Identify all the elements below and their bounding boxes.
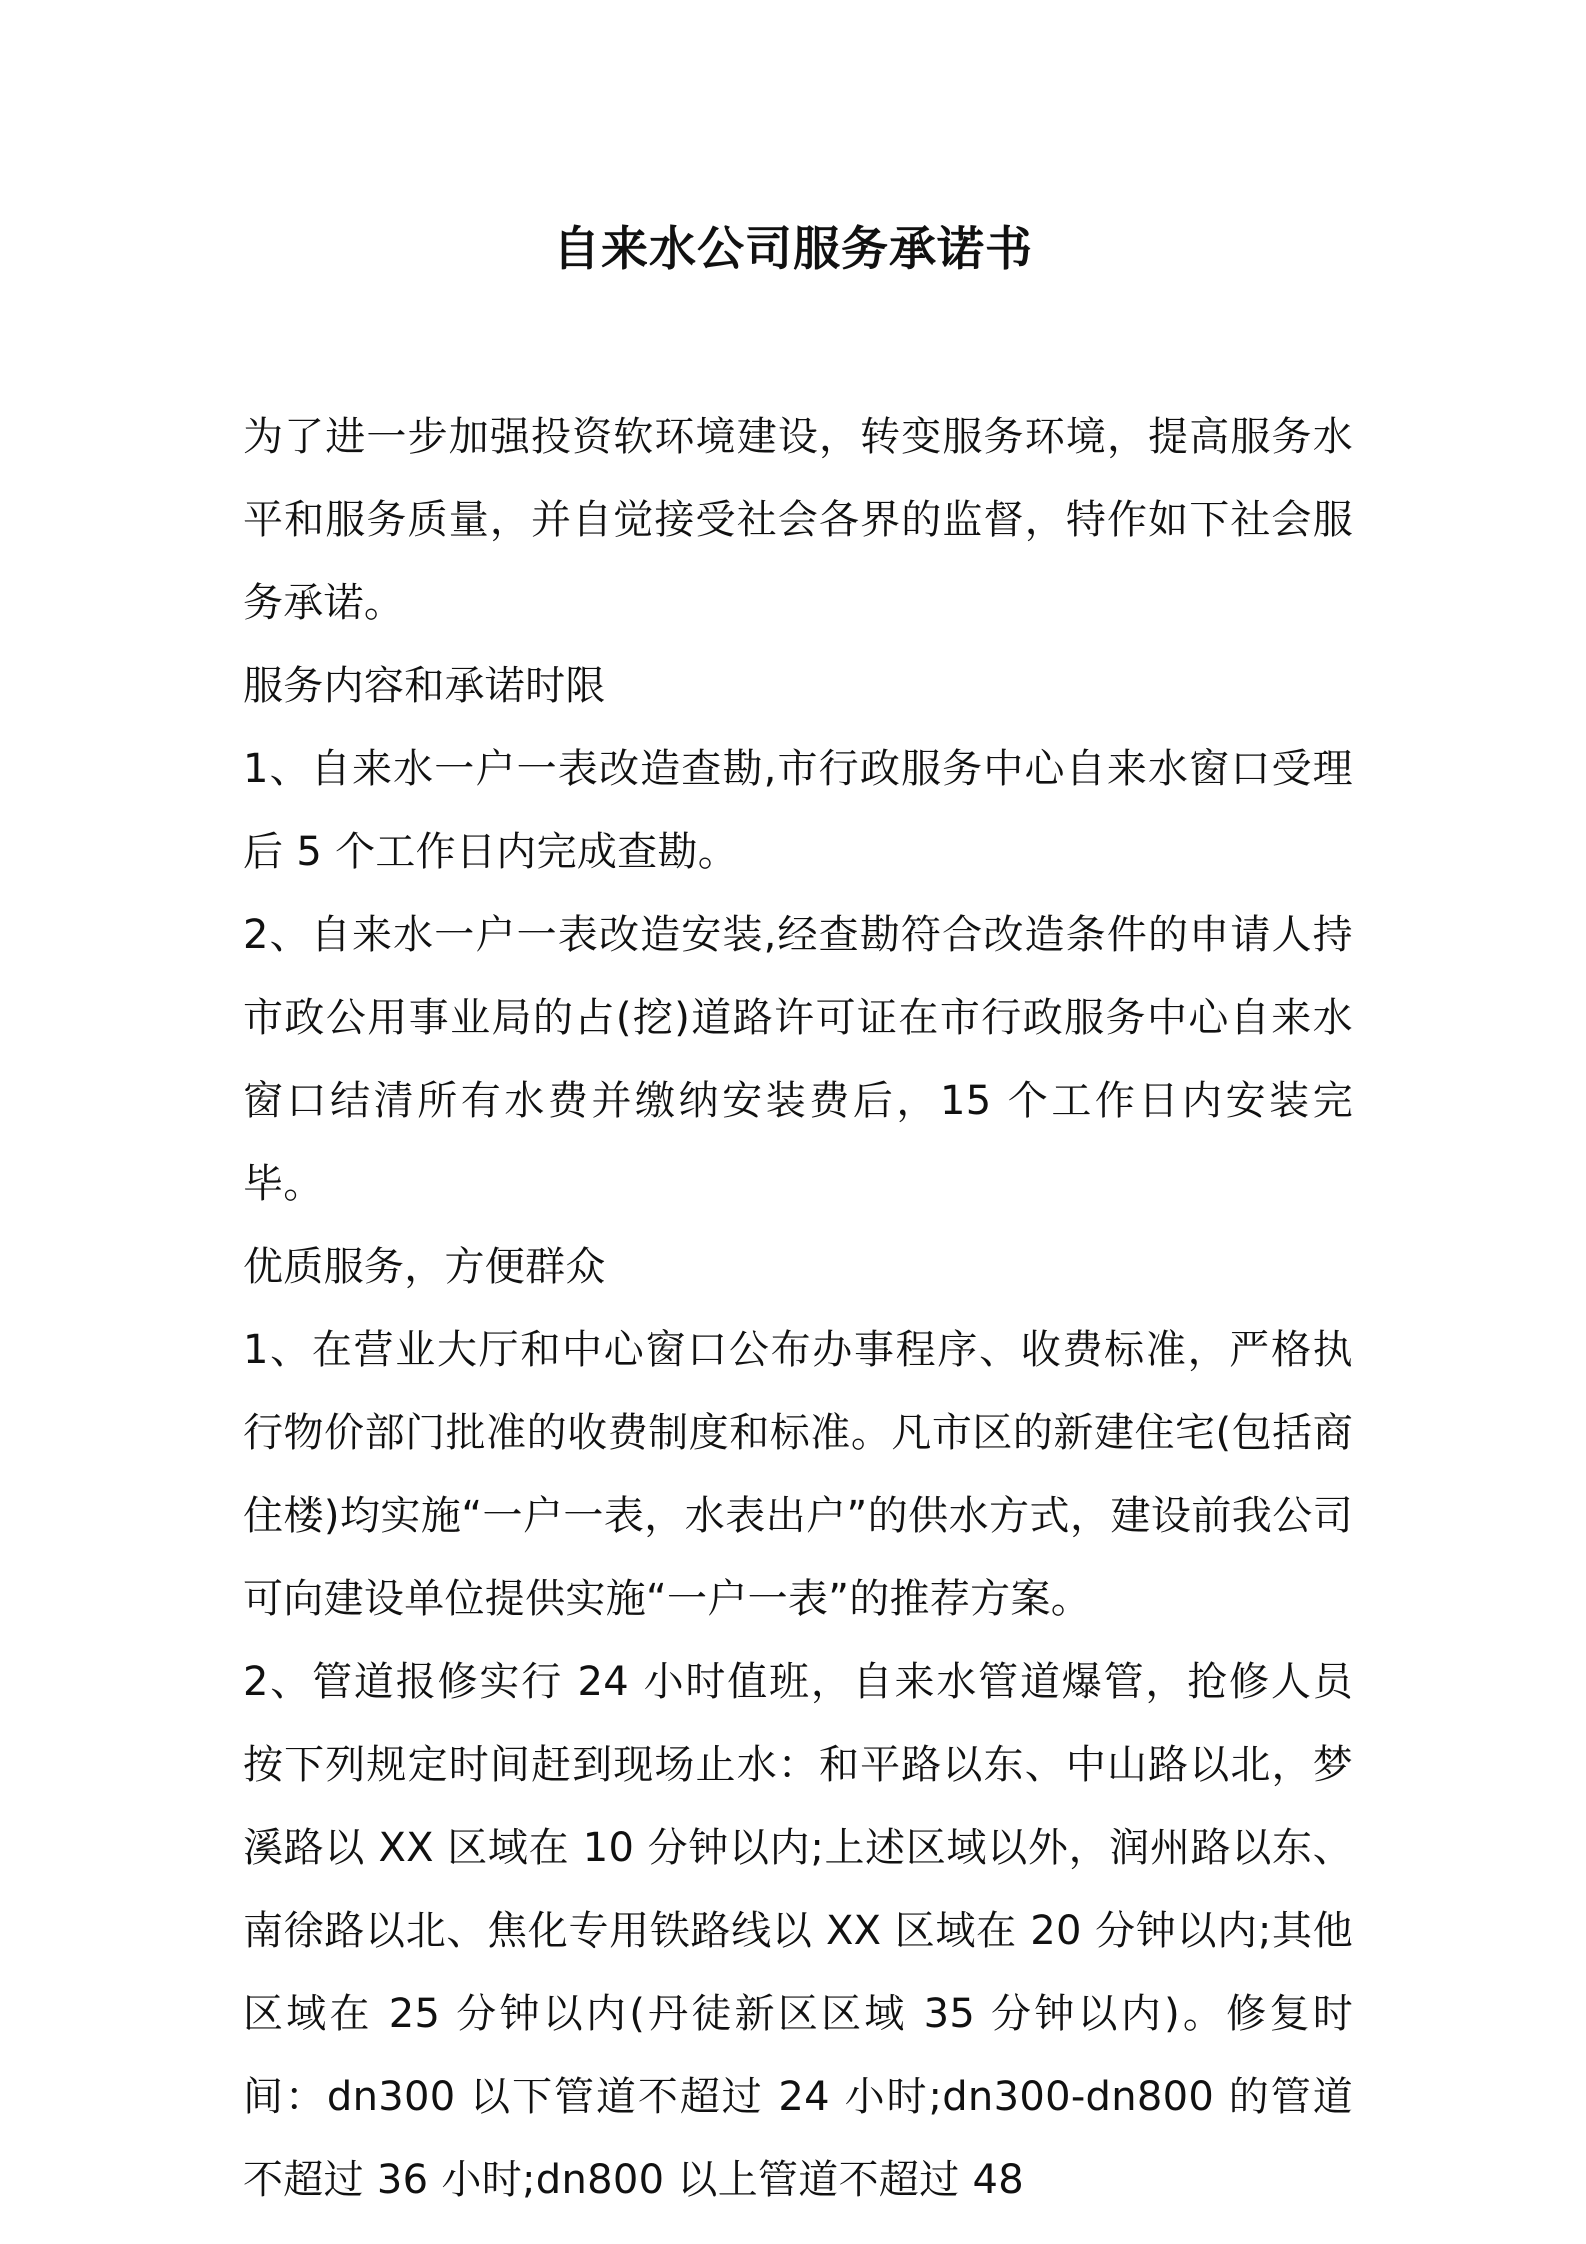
intro-paragraph: 为了进一步加强投资软环境建设，转变服务环境，提高服务水平和服务质量，并自觉接受社会各界的监督，特作如下社会服务承诺。	[243, 414, 1353, 626]
quality-item-2: 2、管道报修实行 24 小时值班，自来水管道爆管，抢修人员按下列规定时间赶到现场止水：和平路以东、中山路以北，梦溪路以 XX 区域在 10 分钟以内;上述区域以外，润州路以东、南徐路以北、焦化专用铁路线以 XX 区域在 20 分钟以内;其他区域在 25 分钟以内(丹徒新区区域 35 分钟以内)。修复时间：dn300 以下管道不超过 24 小时;dn300-dn800 的管道不超过 36 小时;dn800 以上管道不超过 48	[243, 1659, 1353, 2203]
document-body	[243, 396, 1353, 2222]
document-title: 自来水公司服务承诺书	[553, 222, 1033, 277]
quality-item-1: 1、在营业大厅和中心窗口公布办事程序、收费标准，严格执行物价部门批准的收费制度和标准。凡市区的新建住宅(包括商住楼)均实施“一户一表，水表出户”的供水方式，建设前我公司可向建设单位提供实施“一户一表”的推荐方案。	[243, 1327, 1353, 1622]
service-item-1: 1、自来水一户一表改造查勘,市行政服务中心自来水窗口受理后 5 个工作日内完成查勘。	[243, 746, 1353, 875]
service-item-2: 2、自来水一户一表改造安装,经查勘符合改造条件的申请人持市政公用事业局的占(挖)道路许可证在市行政服务中心自来水窗口结清所有水费并缴纳安装费后，15 个工作日内安装完毕。	[243, 912, 1353, 1207]
section-heading-service-content: 服务内容和承诺时限	[243, 663, 606, 709]
section-heading-quality-service: 优质服务，方便群众	[243, 1244, 606, 1290]
